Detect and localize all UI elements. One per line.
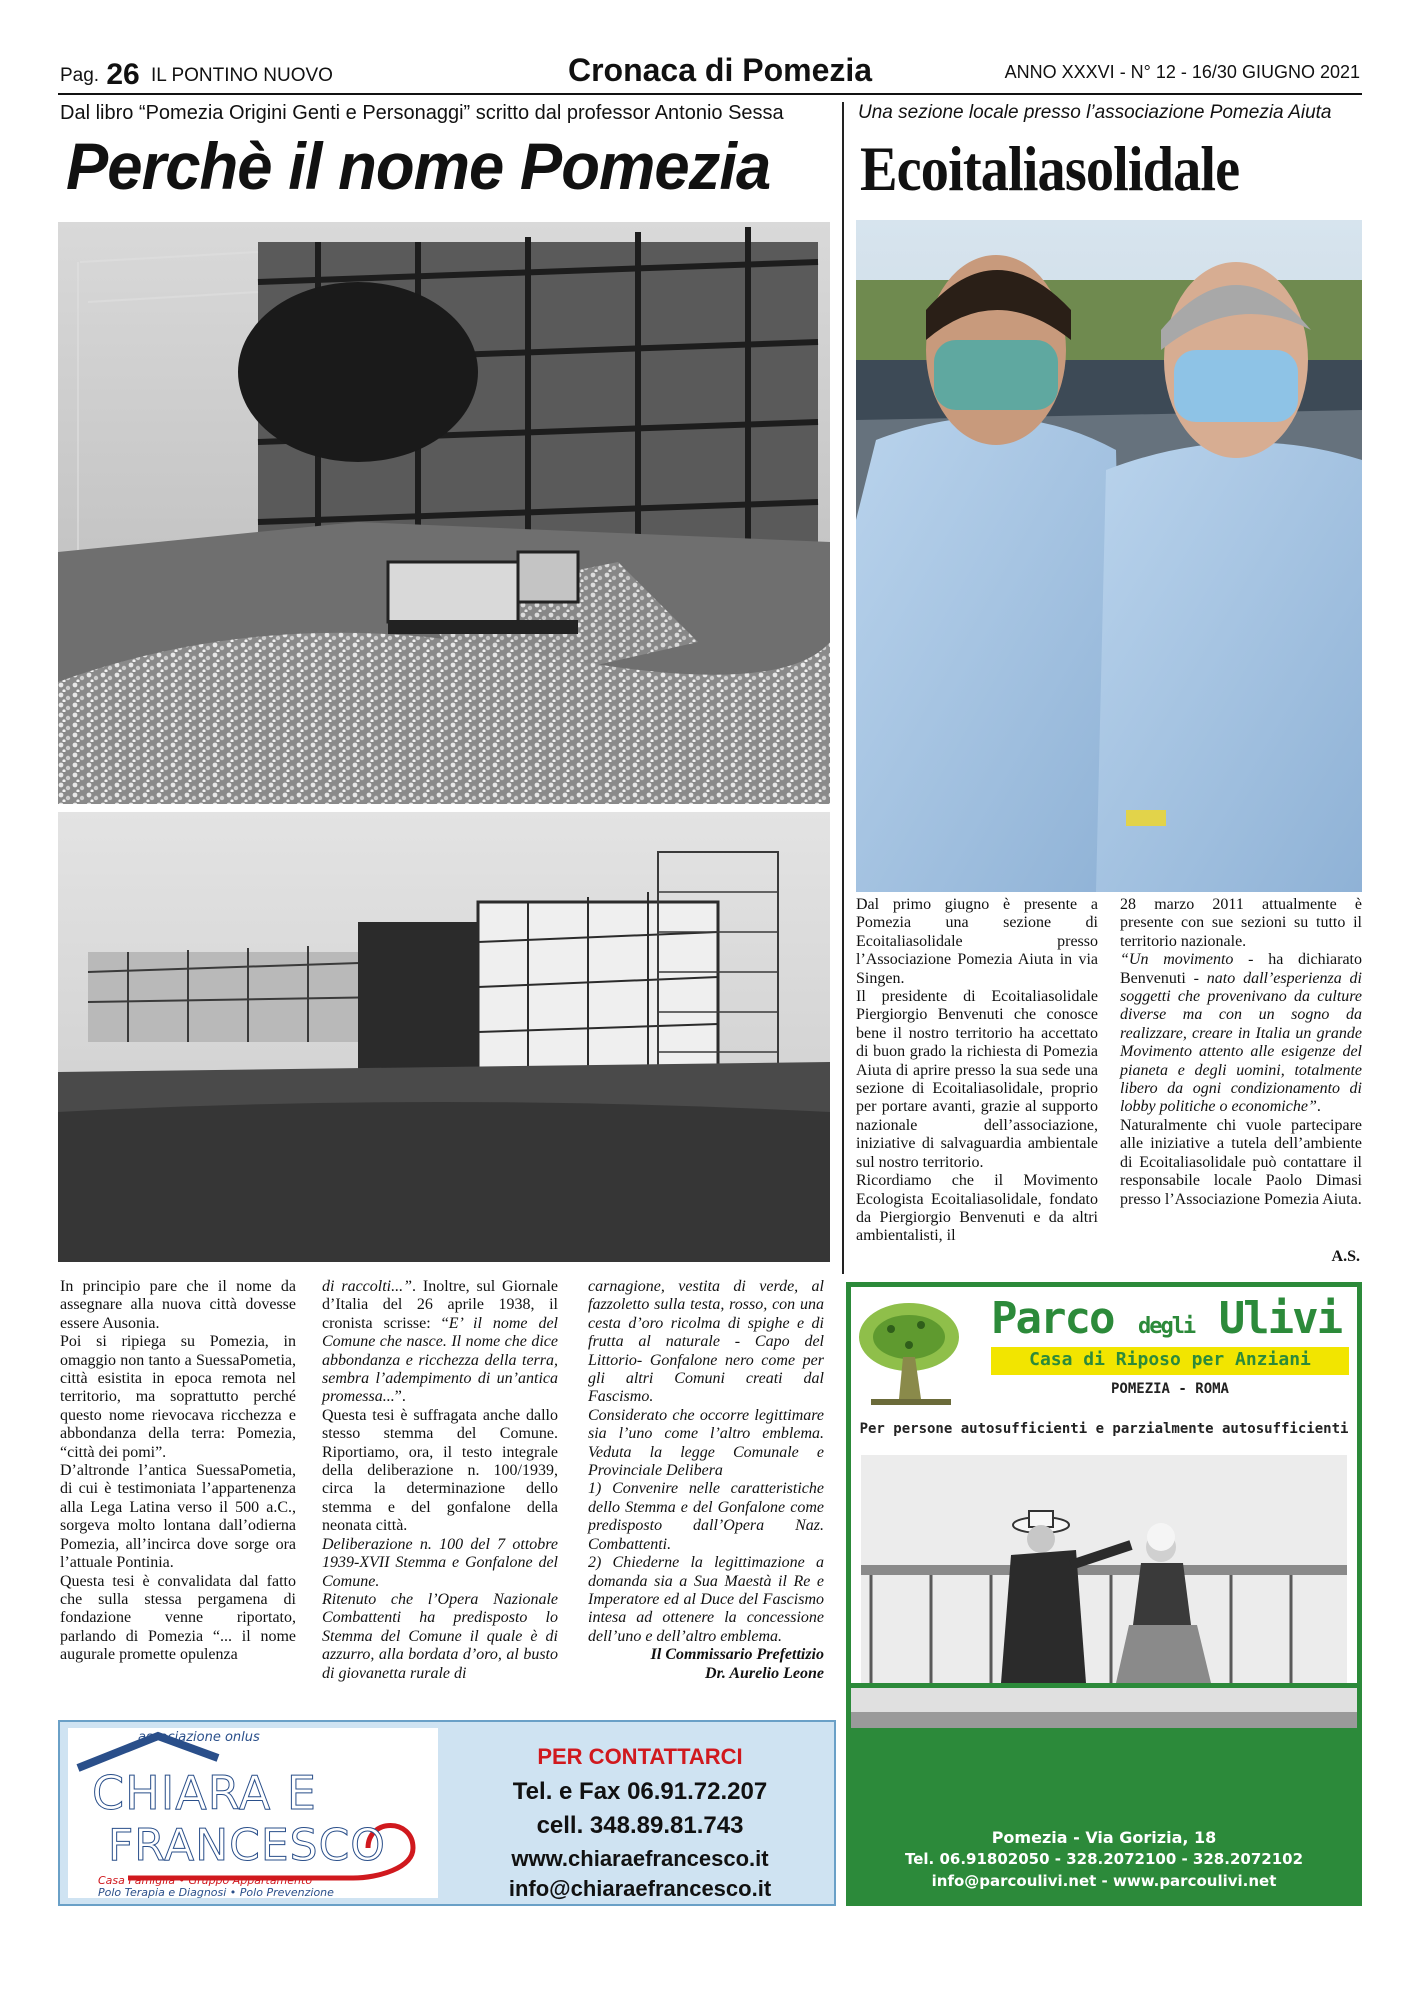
contact-cell: cell. 348.89.81.743 [536,1812,744,1839]
parco-name-3: Ulivi [1218,1293,1342,1344]
dancing-couple-photo [861,1455,1347,1683]
left-headline: Perchè il nome Pomezia [66,129,771,203]
right-body-col1 [856,896,1098,1246]
paragraph [322,1278,558,1407]
signature-title: Il Commissario Prefettizio [650,1646,824,1664]
quote-text: 1) Convenire nelle caratteristiche dello Stemma e del Gonfalone come predisposto dall’Opera Naz. Combattenti. [588,1480,824,1553]
parco-phones: Tel. 06.91802050 - 328.2072100 - 328.2072102 [904,1850,1304,1868]
paragraph: Ricordiamo che il Movimento Ecologista Ecoitaliasolidale, fondato da Piergiorgio Benvenuti e da altri ambientalisti, il [856,1172,1098,1245]
contact-title: PER CONTATTARCI [537,1744,743,1769]
section-title: Cronaca di Pomezia [567,52,873,88]
right-signature: A.S. [1331,1248,1360,1265]
parco-name-1: Parco [991,1293,1114,1344]
issue-info: ANNO XXXVI - N° 12 - 16/30 GIUGNO 2021 [1004,62,1360,82]
construction-photo-2 [58,812,830,1262]
photo-continuation [851,1688,1357,1728]
paragraph [588,1480,824,1554]
parco-logo-text [991,1293,1341,1344]
attribution-text: - ha dichiarato Benvenuti - [1120,951,1362,987]
body-text: . Inoltre, sul Giornale d’Italia del 26 aprile 1938, il cronista scrisse: “ [322,1278,559,1332]
left-body-col3 [588,1278,824,1683]
paragraph: D’altronde l’antica SuessaPometia, di cui è testimoniata l’appartenenza alla Lega Latina verso il 500 a.C., sorgeva molto lontana dall’odierna Pomezia, all’incirca dove sorge ora l’attuale Pontinia. [60,1462,296,1572]
left-body-col1 [60,1278,296,1665]
chiara-arc-text: associazione onlus [138,1730,260,1745]
paragraph [588,1554,824,1646]
quote-text: carnagione, vestita di verde, al fazzoletto sulla testa, rosso, con una cesta d’oro ricolma di spighe e di frutta al naturale - Capo del Littorio- Gonfalone nero come per gli altri Comuni creati dal Fascismo. [588,1278,824,1406]
parco-web: info@parcoulivi.net - www.parcoulivi.net [931,1872,1277,1890]
chiara-services-2: Polo Terapia e Diagnosi • Polo Prevenzione [98,1886,334,1899]
contact-web: www.chiaraefrancesco.it [511,1846,769,1871]
paragraph [1120,951,1362,1117]
chiara-name-2: FRANCESCO [108,1820,386,1871]
chiara-services-1: Casa Famiglia • Gruppo Appartamento [98,1874,313,1887]
right-kicker: Una sezione locale presso l’associazione Pomezia Aiuta [858,102,1332,123]
punctuation: ”. [394,1388,406,1406]
quote-text: Deliberazione n. 100 del 7 ottobre 1939-XVII Stemma e Gonfalone del Comune. [322,1535,558,1590]
left-body-col2 [322,1278,558,1683]
paragraph: 28 marzo 2011 attualmente è presente con sue sezioni su tutto il territorio nazionale. [1120,896,1362,950]
paper-name: IL PONTINO NUOVO [151,65,333,86]
paragraph: Questa tesi è convalidata dal fatto che sulla stessa pergamena di fondazione venne riportato, parlando di Pomezia “... il nome augurale promette opulenza [60,1572,296,1664]
column-divider [842,102,844,1274]
olive-tree-icon [859,1303,959,1405]
parco-contact-band [846,1688,1362,1906]
paragraph [322,1536,558,1591]
chiara-francesco-ad [58,1720,836,1906]
header-rule [58,93,1362,95]
parco-tagline: Per persone autosufficienti e parzialmente autosufficienti [859,1421,1349,1437]
page-number [60,58,333,92]
masked-men-photo [856,220,1362,892]
paragraph: Naturalmente chi vuole partecipare alle iniziative a tutela dell’ambiente di Ecoitaliasolidale può contattare il responsabile locale Paolo Dimasi presso l’Associazione Pomezia Aiuta. [1120,1116,1362,1208]
parco-name-2: degli [1137,1314,1195,1339]
parco-subtitle: Casa di Riposo per Anziani [1029,1349,1311,1370]
right-headline: Ecoitaliasolidale [860,133,1240,204]
page-prefix: Pag. [60,65,100,86]
paragraph: Poi si ripiega su Pomezia, in omaggio non tanto a SuessaPometia, città esistita in epoca remota nel territorio, ma soprattutto perché questo nome rievocava ricchezza e abbondanza della terra: Pomezia, “città dei pomi”. [60,1333,296,1461]
paragraph [322,1591,558,1683]
chiara-name-1: CHIARA E [92,1766,317,1820]
punctuation: . [1316,1098,1321,1116]
contact-email: info@chiaraefrancesco.it [508,1876,772,1901]
quote-text: di raccolti...” [322,1278,413,1295]
paragraph [588,1407,824,1481]
contact-tel: Tel. e Fax 06.91.72.207 [512,1778,768,1805]
chiara-logo-panel [68,1728,438,1898]
quote-text: “Un movimento [1120,951,1234,969]
paragraph: Questa tesi è suffragata anche dallo stesso stemma del Comune. Riportiamo, ora, il testo integrale della deliberazione n. 100/1939, circa la determinazione dello stemma e del gonfalone della neonata città. [322,1406,558,1535]
parco-location: POMEZIA - ROMA [1110,1381,1229,1397]
right-body-col2 [1120,896,1362,1209]
paragraph: Il presidente di Ecoitaliasolidale Piergiorgio Benvenuti che conosce bene il nostro territorio ha accettato di buon grado la richiesta di Pomezia Aiuta di aprire presso la sua sede una sezione di Ecoitaliasolidale, proprio per portare avanti, grazie al supporto nazionale dell’associazione, iniziative di salvaguardia ambientale sul nostro territorio. [856,988,1098,1171]
quote-text: 2) Chiederne la legittimazione a domanda sia a Sua Maestà il Re e Imperatore ed al Duce del Fascismo intesa ad ottenere la concessione dell’uno e dell’altro emblema. [588,1554,824,1645]
paragraph: Dal primo giugno è presente a Pomezia una sezione di Ecoitaliasolidale presso l’Associazione Pomezia Aiuta in via Singen. [856,896,1098,987]
quote-text: Ritenuto che l’Opera Nazionale Combattenti ha predisposto lo Stemma del Comune il quale è di azzurro, alla bordata d’oro, al busto di giovanetta rurale di [322,1590,558,1682]
parco-ulivi-ad [846,1282,1362,1688]
parco-address: Pomezia - Via Gorizia, 18 [991,1828,1217,1847]
left-kicker: Dal libro “Pomezia Origini Genti e Personaggi” scritto dal professor Antonio Sessa [60,102,784,124]
paragraph [588,1278,824,1407]
quote-text: E’ il nome del Comune che nasce. Il nome che dice abbondanza e ricchezza della terra, sembra l’adempimento di un’antica promessa... [322,1314,559,1406]
quote-text: nato dall’esperienza di soggetti che provenivano da culture diverse ma con un sogno da realizzare, creare in Italia un grande Movimento attento alle esigenze del pianeta e degli uomini, totalmente libero da ogni condizionamento di lobby politiche o economiche” [1120,969,1362,1116]
quote-text: Considerato che occorre legittimare sia l’uno come l’altro emblema. Veduta la legge Comunale e Provinciale Delibera [588,1406,824,1480]
page-number-value: 26 [106,58,140,91]
construction-photo-1 [58,222,830,804]
paragraph: In principio pare che il nome da assegnare alla nuova città dovesse essere Ausonia. [60,1278,296,1332]
signature-name: Dr. Aurelio Leone [705,1664,824,1682]
